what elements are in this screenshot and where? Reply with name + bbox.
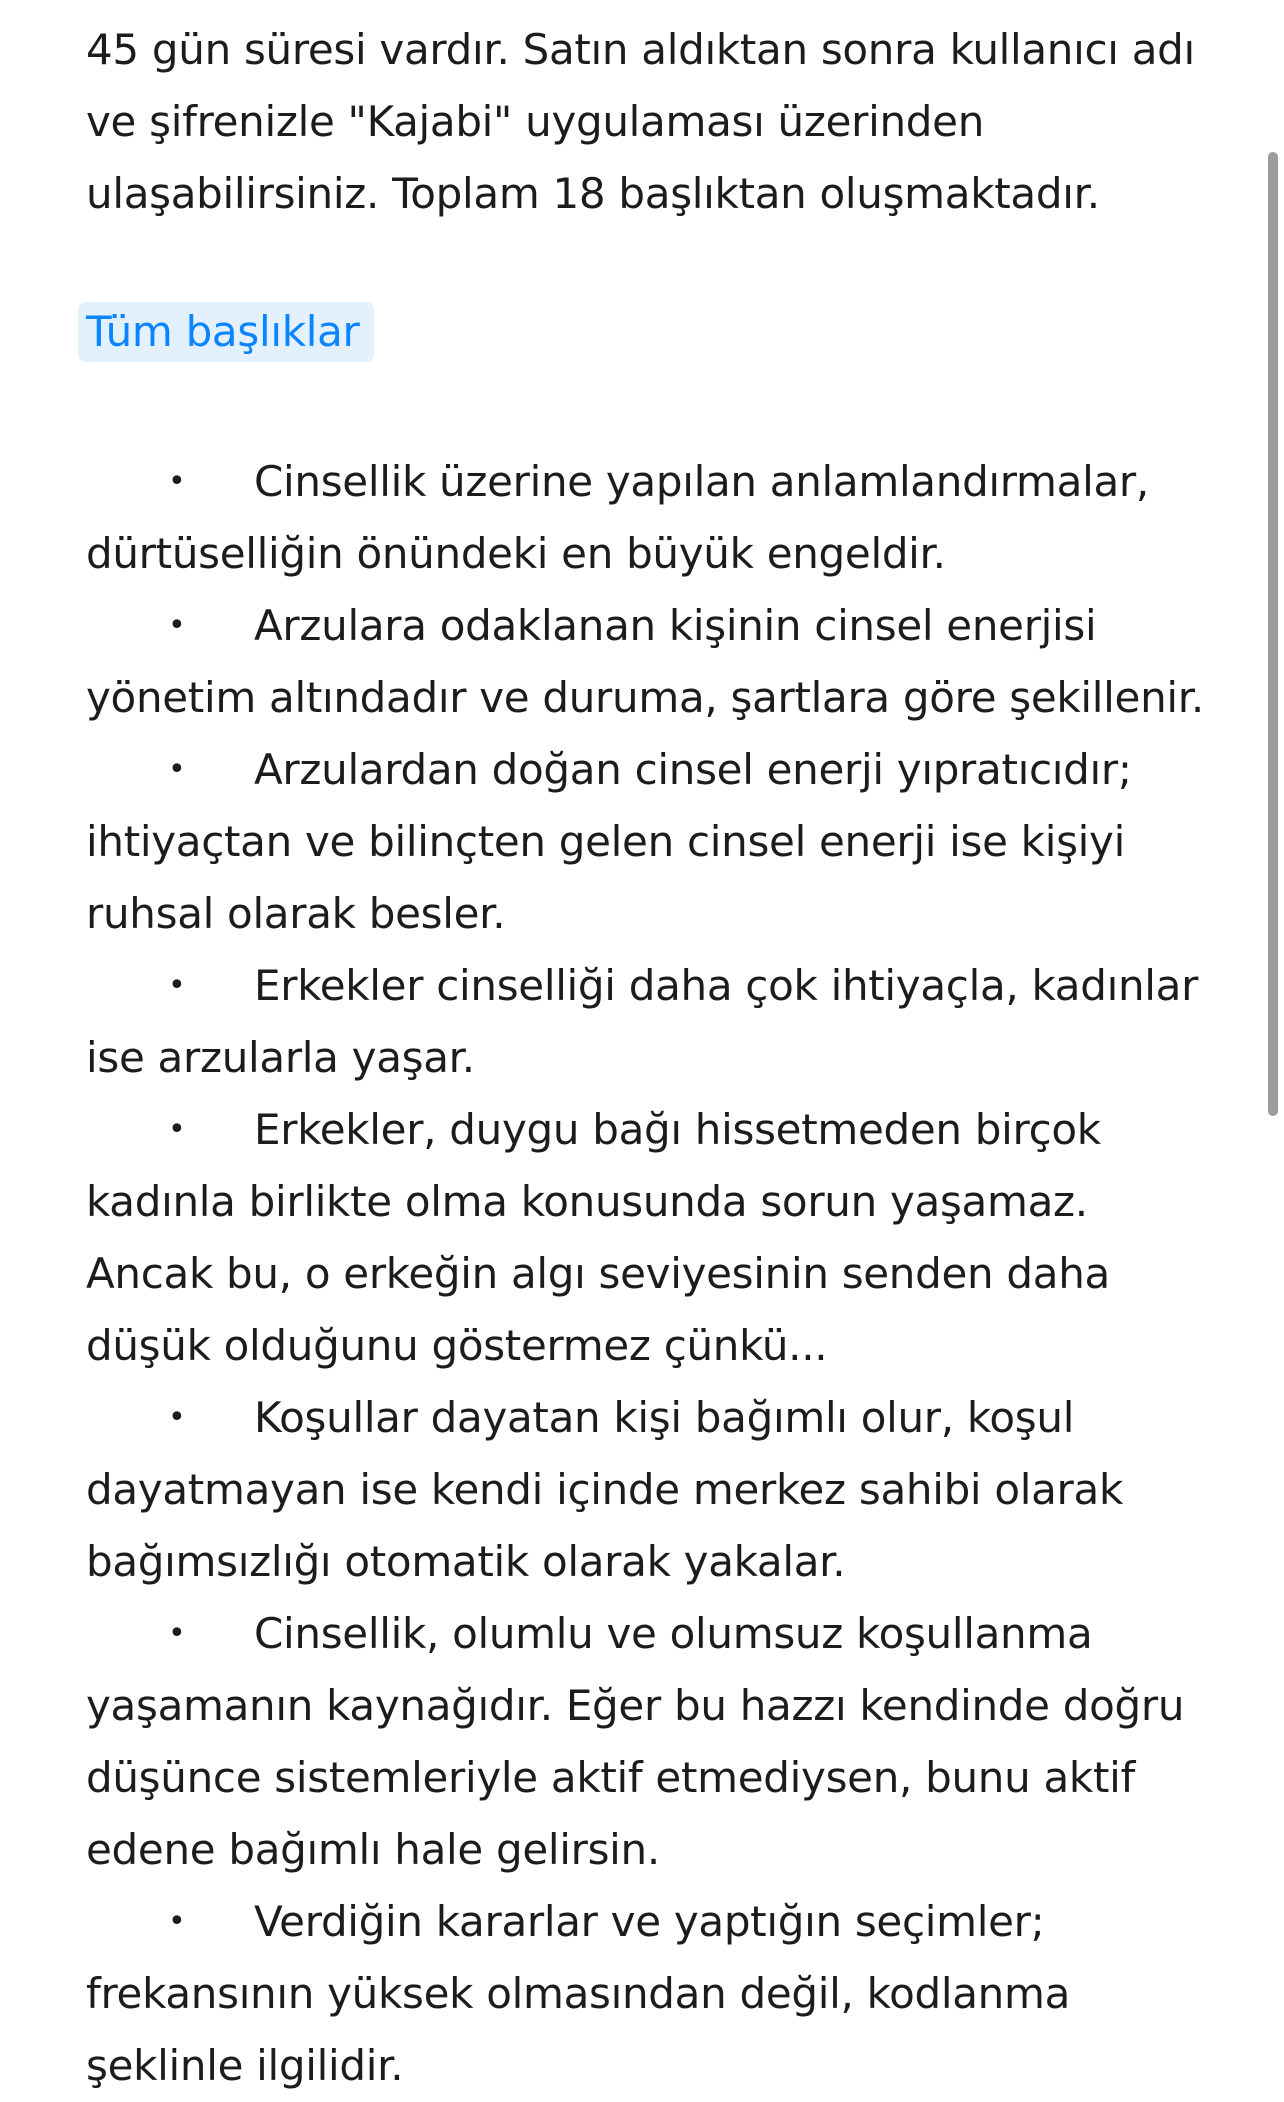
list-item-line: yönetim altındadır ve duruma, şartlara göre şekillenir. [86, 673, 1204, 722]
intro-line: ve şifrenizle "Kajabi" uygulaması üzerinden [86, 97, 985, 146]
bullet-icon: • [168, 752, 186, 787]
list-item-line: düşük olduğunu göstermez çünkü... [86, 1321, 828, 1370]
bullet-icon: • [168, 1112, 186, 1147]
list-item-line: Verdiğin kararlar ve yaptığın seçimler; [254, 1897, 1045, 1946]
intro-line: ulaşabilirsiniz. Toplam 18 başlıktan oluşmaktadır. [86, 169, 1100, 218]
list-item-line: Arzulardan doğan cinsel enerji yıpratıcıdır; [254, 745, 1132, 794]
bullet-icon: • [168, 1616, 186, 1651]
intro-line: 45 gün süresi vardır. Satın aldıktan sonra kullanıcı adı [86, 25, 1195, 74]
list-item [86, 1598, 1216, 1886]
intro-paragraph [86, 14, 1216, 230]
list-item-line: düşünce sistemleriyle aktif etmediysen, bunu aktif [86, 1753, 1135, 1802]
list-item-line: Arzulara odaklanan kişinin cinsel enerjisi [254, 601, 1097, 650]
link-container [86, 302, 1216, 374]
list-item-line: yaşamanın kaynağıdır. Eğer bu hazzı kendinde doğru [86, 1681, 1185, 1730]
list-item-line: Cinsellik üzerine yapılan anlamlandırmalar, [254, 457, 1149, 506]
list-item-line: frekansının yüksek olmasından değil, kodlanma [86, 1969, 1071, 2018]
list-item [86, 446, 1216, 590]
list-item-line: bağımsızlığı otomatik olarak yakalar. [86, 1537, 846, 1586]
article-content [86, 14, 1216, 2102]
list-item [86, 1382, 1216, 1598]
list-item-line: ise arzularla yaşar. [86, 1033, 475, 1082]
bullet-icon: • [168, 1904, 186, 1939]
list-item-line: ruhsal olarak besler. [86, 889, 506, 938]
all-titles-link[interactable]: Tüm başlıklar [78, 302, 374, 362]
list-item-line: ihtiyaçtan ve bilinçten gelen cinsel enerji ise kişiyi [86, 817, 1125, 866]
list-item [86, 734, 1216, 950]
list-item [86, 950, 1216, 1094]
list-item-line: Koşullar dayatan kişi bağımlı olur, koşul [254, 1393, 1075, 1442]
list-item [86, 1886, 1216, 2102]
list-item [86, 590, 1216, 734]
list-item-line: Ancak bu, o erkeğin algı seviyesinin senden daha [86, 1249, 1110, 1298]
bullet-icon: • [168, 608, 186, 643]
list-item-line: dayatmayan ise kendi içinde merkez sahibi olarak [86, 1465, 1123, 1514]
list-item-line: kadınla birlikte olma konusunda sorun yaşamaz. [86, 1177, 1088, 1226]
topic-list [86, 446, 1216, 2102]
vertical-scrollbar[interactable] [1268, 152, 1278, 1116]
list-item-line: edene bağımlı hale gelirsin. [86, 1825, 660, 1874]
list-item [86, 1094, 1216, 1382]
bullet-icon: • [168, 464, 186, 499]
list-item-line: Erkekler, duygu bağı hissetmeden birçok [254, 1105, 1101, 1154]
list-item-line: Erkekler cinselliği daha çok ihtiyaçla, kadınlar [254, 961, 1199, 1010]
list-item-line: dürtüselliğin önündeki en büyük engeldir. [86, 529, 946, 578]
bullet-icon: • [168, 1400, 186, 1435]
list-item-line: Cinsellik, olumlu ve olumsuz koşullanma [254, 1609, 1093, 1658]
bullet-icon: • [168, 968, 186, 1003]
list-item-line: şeklinle ilgilidir. [86, 2041, 404, 2090]
